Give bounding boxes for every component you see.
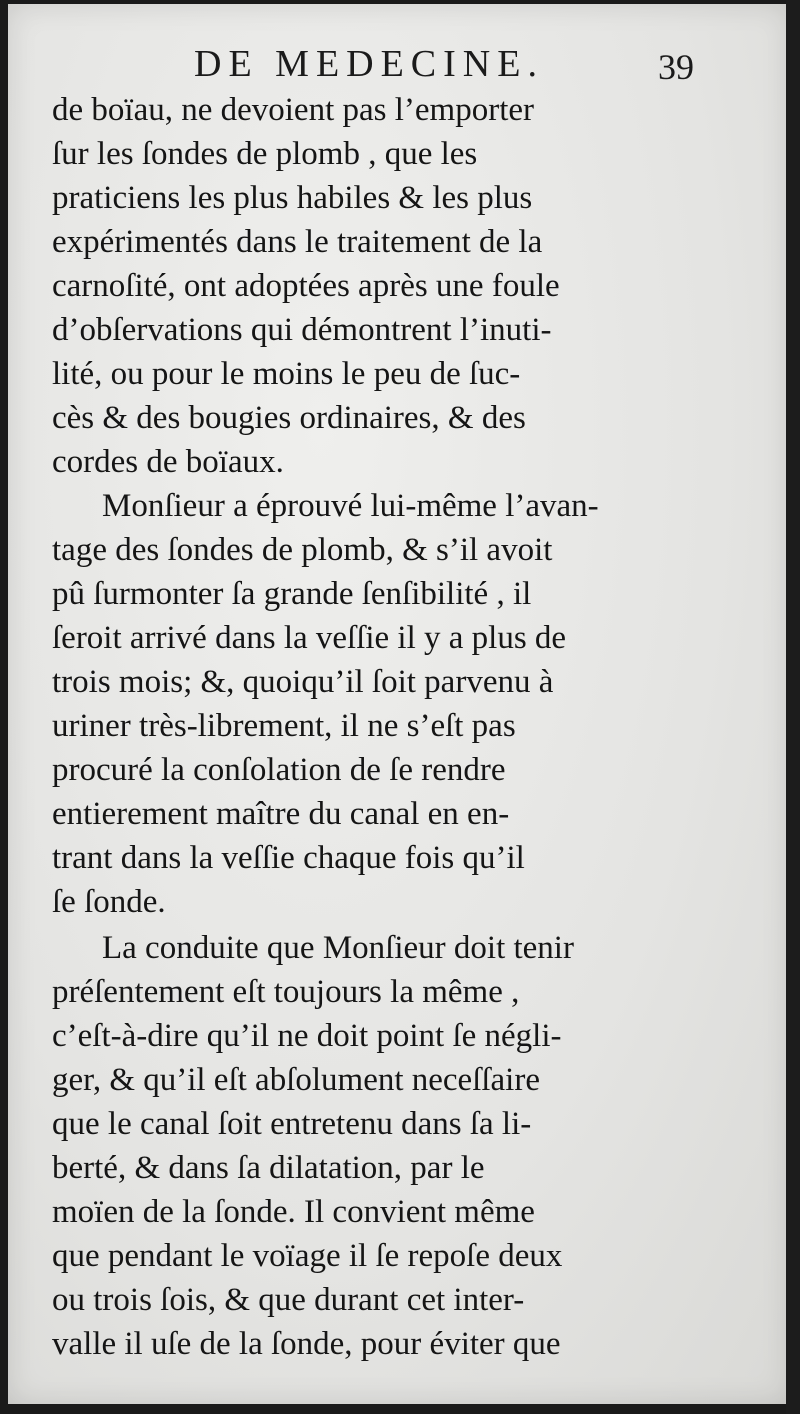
text-line: cordes de boïaux.	[52, 444, 284, 480]
text-line: trois mois; &, quoiqu’il ſoit parvenu à	[52, 664, 554, 700]
text-line: carnoſité, ont adoptées après une foule	[52, 268, 560, 304]
text-line: berté, & dans ſa dilatation, par le	[52, 1150, 485, 1186]
text-line: ſeroit arrivé dans la veſſie il y a plus de	[52, 620, 567, 656]
text-line: ſur les ſondes de plomb , que les	[52, 136, 478, 172]
text-line: d’obſervations qui démontrent l’inuti-	[52, 312, 552, 348]
text-line: que le canal ſoit entretenu dans ſa li-	[52, 1106, 532, 1142]
text-line: pû ſurmonter ſa grande ſenſibilité , il	[52, 576, 532, 612]
text-line: que pendant le voïage il ſe repoſe deux	[52, 1238, 563, 1274]
text-line: ger, & qu’il eſt abſolument neceſſaire	[52, 1062, 540, 1098]
text-line: ou trois ſois, & que durant cet inter-	[52, 1282, 525, 1318]
text-line: praticiens les plus habiles & les plus	[52, 180, 533, 216]
text-line: trant dans la veſſie chaque fois qu’il	[52, 840, 525, 876]
text-line: entierement maître du canal en en-	[52, 796, 510, 832]
text-line: ſe ſonde.	[52, 884, 166, 920]
text-line: préſentement eſt toujours la même ,	[52, 974, 520, 1010]
text-line: La conduite que Monſieur doit tenir	[102, 930, 574, 966]
page-number: 39	[658, 47, 694, 87]
text-line: Monſieur a éprouvé lui-même l’avan-	[102, 488, 599, 524]
text-line: valle il uſe de la ſonde, pour éviter que	[52, 1326, 561, 1362]
text-line: de boïau, ne devoient pas l’emporter	[52, 92, 534, 128]
text-line: uriner très-librement, il ne s’eſt pas	[52, 708, 516, 744]
text-line: cès & des bougies ordinaires, & des	[52, 400, 526, 436]
text-line: procuré la conſolation de ſe rendre	[52, 752, 506, 788]
page-edge-shadow	[786, 0, 800, 1414]
text-line: c’eſt-à-dire qu’il ne doit point ſe négli-	[52, 1018, 562, 1054]
text-line: tage des ſondes de plomb, & s’il avoit	[52, 532, 553, 568]
text-line: moïen de la ſonde. Il convient même	[52, 1194, 535, 1230]
text-line: expérimentés dans le traitement de la	[52, 224, 543, 260]
running-head: DE MEDECINE.	[194, 43, 544, 85]
text-line: lité, ou pour le moins le peu de ſuc-	[52, 356, 521, 392]
